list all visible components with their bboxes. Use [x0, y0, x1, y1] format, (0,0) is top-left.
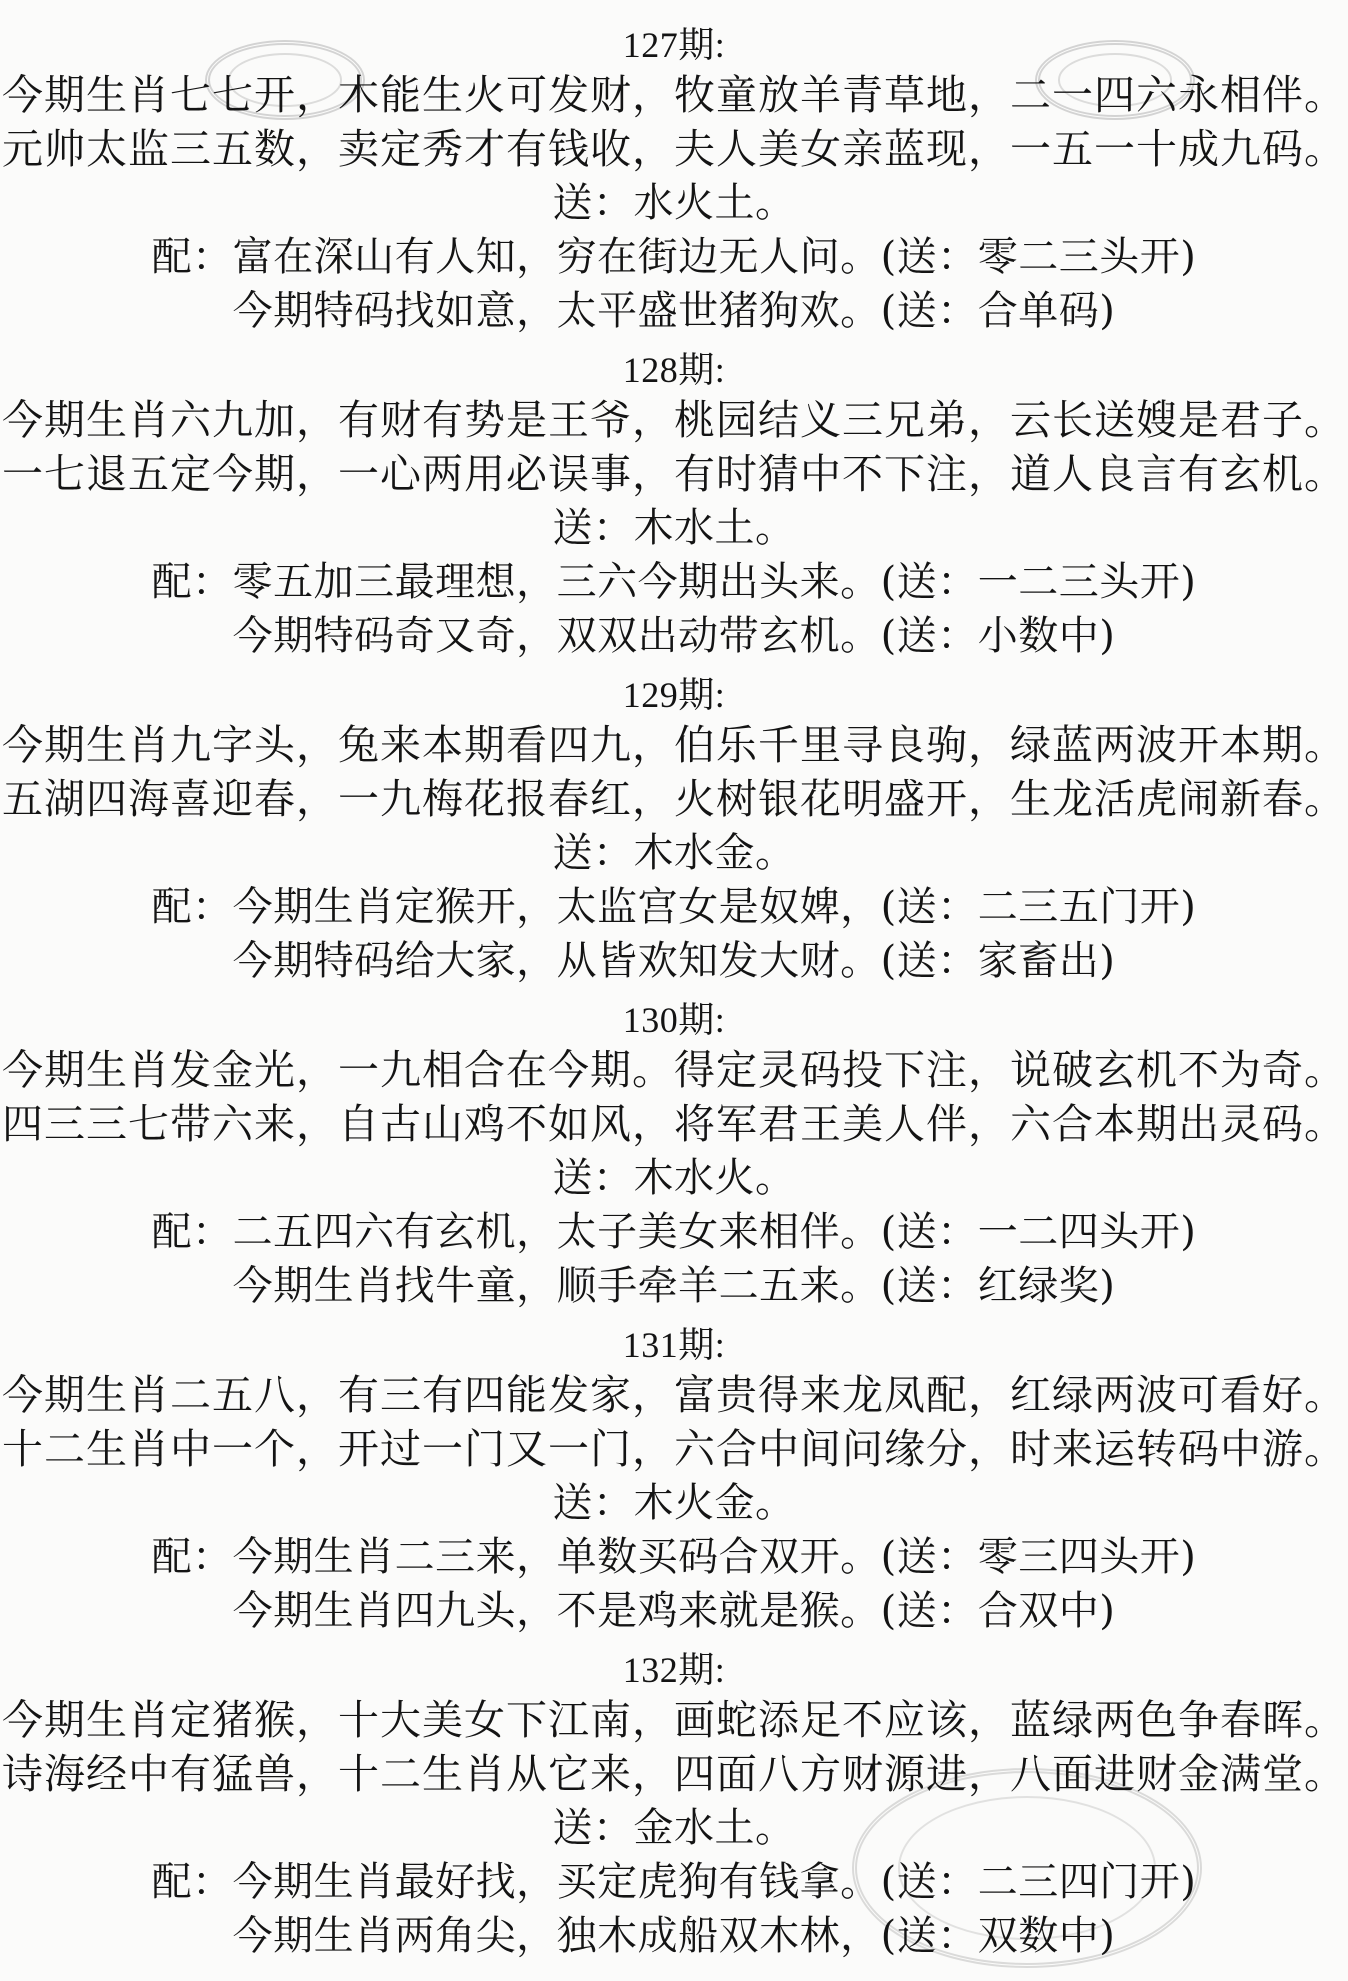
period-129: [0, 672, 1348, 997]
send-line: 送：水火土。: [552, 180, 796, 226]
period-128: [0, 347, 1348, 672]
verse-line: 十二生肖中一个，开过一门又一门，六合中间问缘分，时来运转码中游。: [2, 1425, 1346, 1473]
pei-line: 配：富在深山有人知，穷在街边无人问。(送：零二三头开): [151, 234, 1197, 280]
verse-line: 一七退五定今期，一心两用必误事，有时猜中不下注，道人良言有玄机。: [2, 450, 1346, 498]
pei-line: 配：零五加三最理想，三六今期出头来。(送：一二三头开): [151, 559, 1197, 605]
prediction-list: [0, 22, 1348, 1972]
period-title: 130期:: [622, 1000, 726, 1040]
pei-line: 今期特码给大家，从皆欢知发大财。(送：家畜出): [232, 938, 1116, 984]
period-131: [0, 1322, 1348, 1647]
verse-line: 今期生肖七七开，木能生火可发财，牧童放羊青草地，二一四六永相伴。: [2, 71, 1346, 119]
period-title: 132期:: [622, 1650, 726, 1690]
verse-line: 诗海经中有猛兽，十二生肖从它来，四面八方财源进，八面进财金满堂。: [2, 1750, 1346, 1798]
send-line: 送：木水火。: [552, 1155, 796, 1201]
pei-line: 配：今期生肖二三来，单数买码合双开。(送：零三四头开): [151, 1534, 1197, 1580]
pei-line: 配：今期生肖最好找，买定虎狗有钱拿。(送：二三四门开): [151, 1859, 1197, 1905]
send-line: 送：木火金。: [552, 1480, 796, 1526]
verse-line: 今期生肖定猪猴，十大美女下江南，画蛇添足不应该，蓝绿两色争春晖。: [2, 1696, 1346, 1744]
verse-line: 今期生肖发金光，一九相合在今期。得定灵码投下注，说破玄机不为奇。: [2, 1046, 1346, 1094]
period-130: [0, 997, 1348, 1322]
period-title: 127期:: [622, 25, 726, 65]
pei-line: 今期生肖找牛童，顺手牵羊二五来。(送：红绿奖): [232, 1263, 1116, 1309]
pei-line: 今期生肖四九头，不是鸡来就是猴。(送：合双中): [232, 1588, 1116, 1634]
period-title: 128期:: [622, 350, 726, 390]
period-127: [0, 22, 1348, 347]
pei-line: 今期特码奇又奇，双双出动带玄机。(送：小数中): [232, 613, 1116, 659]
period-title: 131期:: [622, 1325, 726, 1365]
pei-line: 今期特码找如意，太平盛世猪狗欢。(送：合单码): [232, 288, 1116, 334]
verse-line: 今期生肖六九加，有财有势是王爷，桃园结义三兄弟，云长送嫂是君子。: [2, 396, 1346, 444]
period-132: [0, 1647, 1348, 1972]
verse-line: 五湖四海喜迎春，一九梅花报春红，火树银花明盛开，生龙活虎闹新春。: [2, 775, 1346, 823]
send-line: 送：木水土。: [552, 505, 796, 551]
period-title: 129期:: [622, 675, 726, 715]
pei-line: 今期生肖两角尖，独木成船双木林，(送：双数中): [232, 1913, 1116, 1959]
verse-line: 四三三七带六来，自古山鸡不如风，将军君王美人伴，六合本期出灵码。: [2, 1100, 1346, 1148]
verse-line: 今期生肖二五八，有三有四能发家，富贵得来龙凤配，红绿两波可看好。: [2, 1371, 1346, 1419]
send-line: 送：木水金。: [552, 830, 796, 876]
send-line: 送：金水土。: [552, 1805, 796, 1851]
verse-line: 今期生肖九字头，兔来本期看四九，伯乐千里寻良驹，绿蓝两波开本期。: [2, 721, 1346, 769]
pei-line: 配：二五四六有玄机，太子美女来相伴。(送：一二四头开): [151, 1209, 1197, 1255]
pei-line: 配：今期生肖定猴开，太监宫女是奴婢，(送：二三五门开): [151, 884, 1197, 930]
verse-line: 元帅太监三五数，卖定秀才有钱收，夫人美女亲蓝现，一五一十成九码。: [2, 125, 1346, 173]
